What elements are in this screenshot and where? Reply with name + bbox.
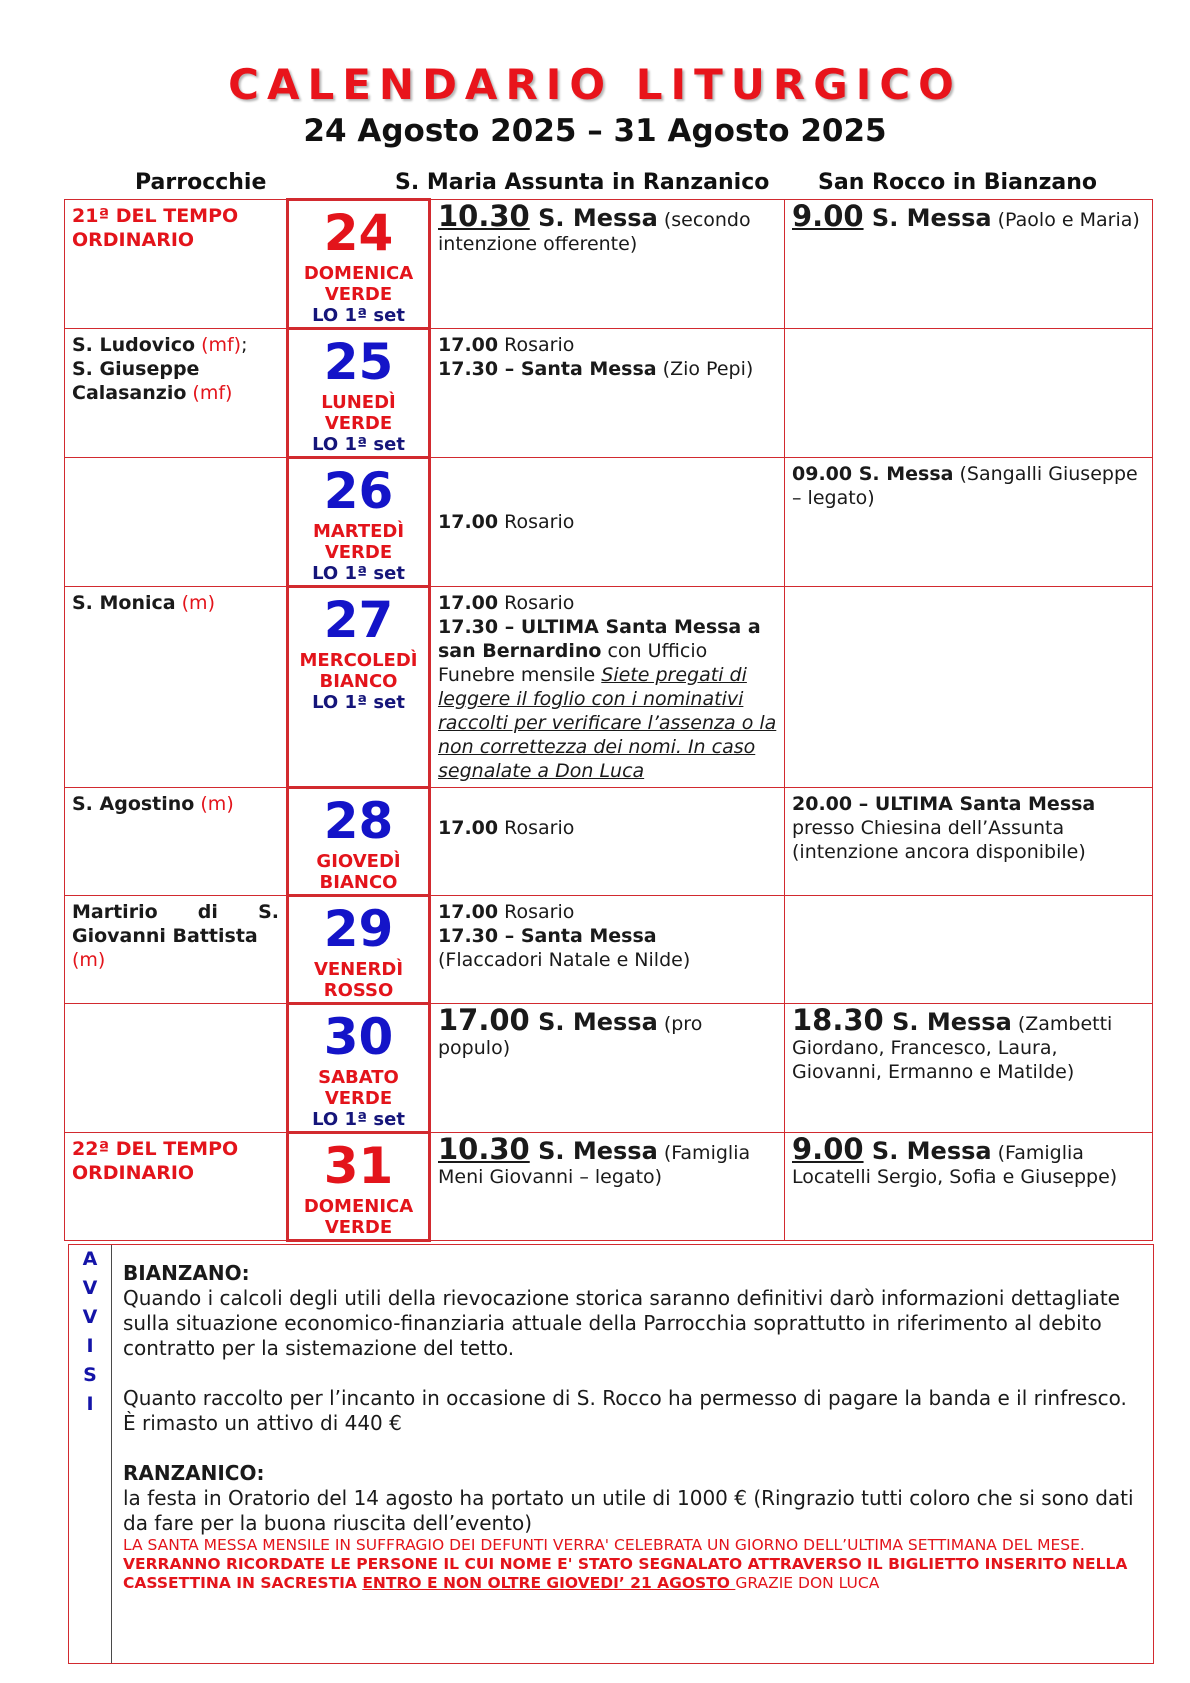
mass-time: 17.00: [438, 1003, 530, 1037]
bianzano-cell: [785, 1004, 1153, 1133]
weekday: VENERDÌ: [313, 959, 404, 980]
table-row: [65, 458, 1153, 587]
saint-rank: (m): [175, 592, 215, 614]
feast-label: 21ª DEL TEMPO ORDINARIO: [72, 205, 239, 251]
feast-cell: [65, 1133, 288, 1241]
ranzanico-cell: [430, 587, 785, 788]
mass-label: S. Messa: [529, 1008, 658, 1036]
mass-intention: (Famiglia Meni Giovanni – legato): [438, 1142, 751, 1188]
rosary-label: Rosario: [498, 592, 575, 614]
mass-detail: con Ufficio Funebre mensile: [438, 640, 708, 686]
day-cell: [288, 329, 430, 458]
note-signature: GRAZIE DON LUCA: [735, 1574, 880, 1592]
day-number: 27: [323, 591, 394, 649]
bianzano-cell: [785, 1133, 1153, 1241]
saint-rank: (mf): [195, 334, 242, 356]
note-text: LA SANTA MESSA MENSILE IN SUFFRAGIO DEI DEFUNTI VERRA' CELEBRATA UN GIORNO DELL’ULTIMA SETTIMANA DEL MESE.: [123, 1536, 1085, 1554]
bianzano-cell: [785, 788, 1153, 896]
table-row: [65, 200, 1153, 329]
day-cell: [288, 896, 430, 1004]
avvisi-letter: S: [83, 1364, 97, 1386]
page-title: CALENDARIO LITURGICO: [228, 60, 962, 109]
day-number: 28: [323, 792, 394, 850]
saint-name: S. Agostino: [72, 793, 195, 815]
mass-notice: Siete pregati di leggere il foglio con i nominativi raccolti per verificare l’assenza o la non correttezza dei nomi. In caso segnalate a Don Luca: [438, 664, 777, 782]
bianzano-cell: [785, 896, 1153, 1004]
liturgical-color: VERDE: [324, 284, 393, 305]
saint-cell: [65, 587, 288, 788]
bianzano-cell: [785, 200, 1153, 329]
rosary-time: 17.00: [438, 511, 499, 533]
bianzano-cell: [785, 587, 1153, 788]
rosary-time: 17.00: [438, 901, 499, 923]
mass-intention: (Zio Pepi): [656, 358, 754, 380]
saint-cell: [65, 458, 288, 587]
weekday: DOMENICA: [303, 1196, 414, 1217]
table-row: [65, 587, 1153, 788]
mass-intention: (Paolo e Maria): [991, 209, 1140, 231]
mass-label: 20.00 – ULTIMA Santa Messa: [792, 793, 1096, 815]
defunti-note: [123, 1536, 1143, 1593]
mass-label: 17.30 – Santa Messa: [438, 358, 657, 380]
saint-rank: (mf): [186, 382, 233, 404]
saint-name: S. Giuseppe Calasanzio: [72, 358, 200, 404]
day-number: 29: [323, 900, 394, 958]
bianzano-cell: [785, 329, 1153, 458]
table-row: [65, 329, 1153, 458]
mass-intention: (pro populo): [438, 1013, 703, 1059]
avvisi-side-label: [69, 1245, 112, 1663]
note-text: VERRANNO RICORDATE LE PERSONE IL CUI NOME E' STATO SEGNALATO ATTRAVERSO IL BIGLIETTO INSERITO NELLA CASSETTINA IN SACRESTIA: [123, 1555, 1128, 1592]
note-deadline: ENTRO E NON OLTRE GIOVEDI’ 21 AGOSTO: [362, 1574, 736, 1592]
mass-intention: (Famiglia Locatelli Sergio, Sofia e Giuseppe): [792, 1142, 1118, 1188]
rosary-label: Rosario: [498, 334, 575, 356]
lo-week: LO 1ª set: [312, 434, 405, 455]
mass-intention: (secondo intenzione offerente): [438, 209, 751, 255]
mass-label: S. Messa: [529, 1137, 658, 1165]
saint-rank: (m): [72, 949, 106, 971]
header-parrocchie: Parrocchie: [135, 170, 267, 195]
mass-time: 10.30: [438, 1132, 530, 1166]
rosary-time: 17.00: [438, 334, 499, 356]
liturgical-color: VERDE: [324, 542, 393, 563]
weekday: MERCOLEDÌ: [299, 650, 418, 671]
ranzanico-paragraph: la festa in Oratorio del 14 agosto ha portato un utile di 1000 € (Ringrazio tutti coloro che si sono dati da fare per la buona riuscita dell’evento): [123, 1486, 1134, 1535]
lo-week: LO 1ª set: [312, 305, 405, 326]
bianzano-paragraph: Quanto raccolto per l’incanto in occasione di S. Rocco ha permesso di pagare la banda e il rinfresco.: [123, 1386, 1127, 1410]
liturgical-color: VERDE: [324, 1217, 393, 1238]
day-number: 30: [323, 1008, 394, 1066]
rosary-label: Rosario: [498, 817, 575, 839]
lo-week: LO 1ª set: [312, 1109, 405, 1130]
ranzanico-cell: [430, 458, 785, 587]
avvisi-letter: A: [82, 1248, 98, 1270]
day-cell: [288, 1133, 430, 1241]
day-number: 31: [323, 1137, 394, 1195]
mass-intention: (Zambetti Giordano, Francesco, Laura, Giovanni, Ermanno e Matilde): [792, 1013, 1113, 1083]
bianzano-heading: BIANZANO:: [123, 1261, 250, 1285]
separator: ;: [241, 334, 248, 356]
feast-label: 22ª DEL TEMPO ORDINARIO: [72, 1138, 239, 1184]
mass-label: 17.30 – Santa Messa: [438, 925, 657, 947]
ranzanico-cell: [430, 788, 785, 896]
weekday: DOMENICA: [303, 263, 414, 284]
avvisi-letter: V: [82, 1277, 98, 1299]
mass-time: 18.30: [792, 1003, 884, 1037]
mass-intention: presso Chiesina dell’Assunta (intenzione ancora disponibile): [792, 817, 1086, 863]
saint-cell: [65, 329, 288, 458]
weekday: MARTEDÌ: [312, 521, 405, 542]
avvisi-letter: I: [86, 1393, 94, 1415]
date-range: 24 Agosto 2025 – 31 Agosto 2025: [303, 113, 887, 149]
day-number: 24: [323, 204, 394, 262]
ranzanico-cell: [430, 200, 785, 329]
liturgical-color: VERDE: [324, 413, 393, 434]
mass-label: S. Messa: [529, 204, 658, 232]
bianzano-cell: [785, 458, 1153, 587]
mass-label: 17.30 – ULTIMA Santa Messa a san Bernardino: [438, 616, 761, 662]
feast-cell: [65, 200, 288, 329]
table-row: [65, 1133, 1153, 1241]
ranzanico-cell: [430, 1133, 785, 1241]
table-row: [65, 788, 1153, 896]
saint-cell: [65, 896, 288, 1004]
avvisi-content: [123, 1261, 1143, 1593]
mass-time: 10.30: [438, 199, 530, 233]
rosary-label: Rosario: [498, 511, 575, 533]
saint-rank: (m): [194, 793, 234, 815]
weekday: LUNEDÌ: [321, 392, 396, 413]
ranzanico-heading: RANZANICO:: [123, 1461, 265, 1485]
day-cell: [288, 587, 430, 788]
mass-label: S. Messa: [863, 204, 992, 232]
calendar-table: [64, 198, 1153, 1242]
mass-label: S. Messa: [883, 1008, 1012, 1036]
saint-name: S. Monica: [72, 592, 176, 614]
ranzanico-cell: [430, 896, 785, 1004]
saint-cell: [65, 788, 288, 896]
day-number: 25: [323, 333, 394, 391]
day-number: 26: [323, 462, 394, 520]
day-cell: [288, 200, 430, 329]
liturgical-color: BIANCO: [319, 671, 398, 692]
table-row: [65, 896, 1153, 1004]
bianzano-paragraph: Quando i calcoli degli utili della rievocazione storica saranno definitivi darò informazioni dettagliate sulla situazione economico-finanziaria attuale della Parrocchia soprattutto in riferimento al debito contratto per la sistemazione del tetto.: [123, 1286, 1120, 1360]
weekday: GIOVEDÌ: [316, 851, 401, 872]
mass-time: 9.00: [792, 199, 864, 233]
mass-label: S. Messa: [863, 1137, 992, 1165]
rosary-time: 17.00: [438, 817, 499, 839]
liturgical-color: VERDE: [324, 1088, 393, 1109]
day-cell: [288, 1004, 430, 1133]
liturgical-color: BIANCO: [319, 872, 398, 893]
avvisi-letter: I: [86, 1335, 94, 1357]
day-cell: [288, 788, 430, 896]
mass-label: 09.00 S. Messa: [792, 463, 954, 485]
mass-intention: (Flaccadori Natale e Nilde): [438, 949, 691, 971]
saint-name: S. Ludovico: [72, 334, 196, 356]
avvisi-box: [68, 1244, 1154, 1664]
rosary-label: Rosario: [498, 901, 575, 923]
header-bianzano: San Rocco in Bianzano: [818, 170, 1098, 195]
bianzano-paragraph: È rimasto un attivo di 440 €: [123, 1411, 402, 1435]
ranzanico-cell: [430, 329, 785, 458]
saint-cell: [65, 1004, 288, 1133]
saint-name: Martirio di S. Giovanni Battista: [72, 901, 279, 947]
mass-intention: (Sangalli Giuseppe – legato): [792, 463, 1138, 509]
ranzanico-cell: [430, 1004, 785, 1133]
mass-time: 9.00: [792, 1132, 864, 1166]
liturgical-color: ROSSO: [323, 980, 394, 1001]
lo-week: LO 1ª set: [312, 692, 405, 713]
weekday: SABATO: [318, 1067, 399, 1088]
rosary-time: 17.00: [438, 592, 499, 614]
header-ranzanico: S. Maria Assunta in Ranzanico: [395, 170, 770, 195]
avvisi-letter: V: [82, 1306, 98, 1328]
table-row: [65, 1004, 1153, 1133]
day-cell: [288, 458, 430, 587]
lo-week: LO 1ª set: [312, 563, 405, 584]
column-headers: [0, 170, 1190, 200]
